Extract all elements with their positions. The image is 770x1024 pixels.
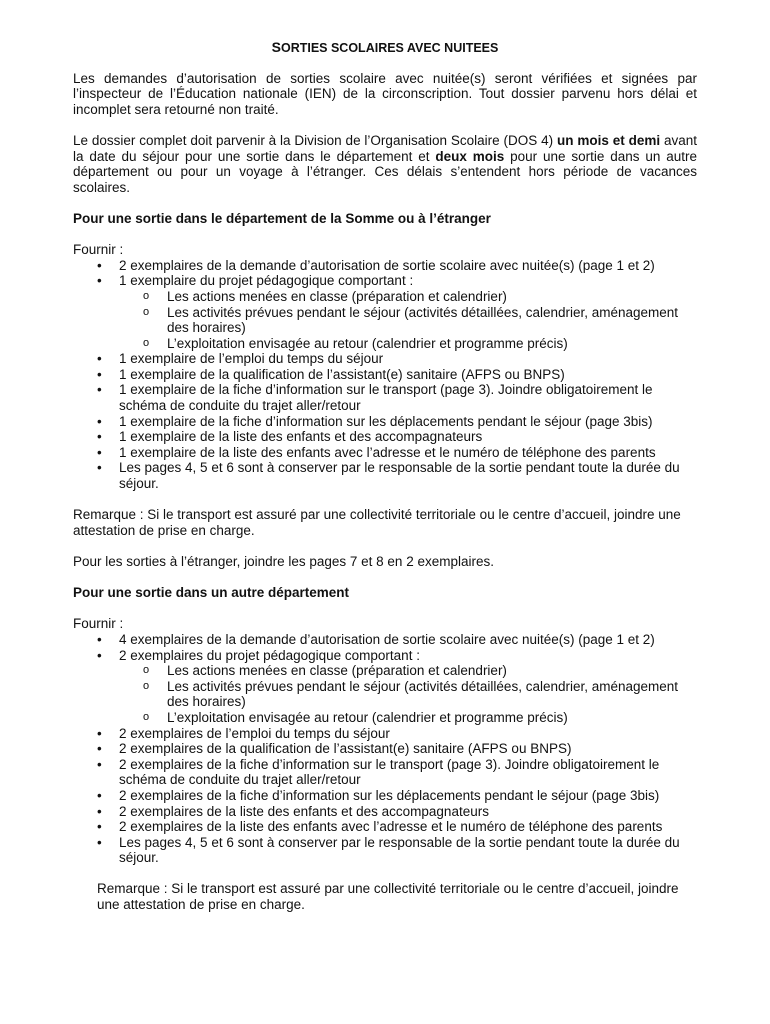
bullet-icon: • <box>97 257 102 273</box>
note-etranger: Pour les sorties à l’étranger, joindre les pages 7 et 8 en 2 exemplaires. <box>73 554 494 569</box>
circle-bullet-icon: o <box>143 710 150 723</box>
list-item: • 1 exemplaire de la liste des enfants avec l’adresse et le numéro de téléphone des parents <box>97 444 656 460</box>
remarque-autre: Remarque : Si le transport est assuré par une collectivité territoriale ou le centre d’accueil, joindre une attestation de prise en charge. <box>97 881 679 913</box>
requirements-list-somme <box>73 258 697 492</box>
list-item: • 1 exemplaire du projet pédagogique comportant : o Les actions menées en classe (préparation et calendrier) o Les activités prévues pendant le séjour (activités détaillées, calendrier, aménagement des horaires) o L’exploitation envisagée au retour (calendrier et programme précis) <box>73 273 697 351</box>
bullet-icon: • <box>97 725 102 741</box>
list-item: • 1 exemplaire de la liste des enfants et des accompagnateurs <box>97 429 483 445</box>
list-item: • 1 exemplaire de l’emploi du temps du séjour <box>97 351 384 367</box>
list-item: • Les pages 4, 5 et 6 sont à conserver par le responsable de la sortie pendant toute la durée du séjour. <box>97 834 680 866</box>
section-heading-somme: Pour une sortie dans le département de la Somme ou à l’étranger <box>73 210 491 226</box>
bullet-icon: • <box>97 647 102 663</box>
bullet-icon: • <box>97 741 102 757</box>
circle-bullet-icon: o <box>143 679 150 692</box>
list-item: • 1 exemplaire de la fiche d’information sur les déplacements pendant le séjour (page 3bis) <box>97 413 653 429</box>
bullet-icon: • <box>97 273 102 289</box>
circle-bullet-icon: o <box>143 664 150 677</box>
requirements-list-autre <box>73 632 697 866</box>
list-item: • 2 exemplaires de la qualification de l’assistant(e) sanitaire (AFPS ou BNPS) <box>97 741 572 757</box>
bullet-icon: • <box>97 756 102 772</box>
list-item: • 2 exemplaires de la fiche d’information sur les déplacements pendant le séjour (page 3bis) <box>97 787 660 803</box>
list-item: • 1 exemplaire de la fiche d’information sur le transport (page 3). Joindre obligatoirement le schéma de conduite du trajet aller/retour <box>97 382 653 414</box>
bullet-icon: • <box>97 382 102 398</box>
bullet-icon: • <box>97 366 102 382</box>
intro-paragraph-1: Les demandes d’autorisation de sorties scolaire avec nuitée(s) seront vérifiées et signées par l’inspecteur de l’Éducation nationale (IEN) de la circonscription. Tout dossier parvenu hors délai et incomplet sera retourné non traité. <box>73 70 697 117</box>
delay-department: un mois et demi <box>556 132 661 148</box>
fournir-label: Fournir : <box>73 616 124 632</box>
bullet-icon: • <box>97 460 102 476</box>
sublist-item: o Les activités prévues pendant le séjour (activités détaillées, calendrier, aménagement des horaires) <box>143 304 679 336</box>
circle-bullet-icon: o <box>143 336 150 349</box>
list-item: • 2 exemplaires de la liste des enfants et des accompagnateurs <box>97 803 489 819</box>
list-item: • 2 exemplaires de l’emploi du temps du séjour <box>97 725 390 741</box>
list-item: • Les pages 4, 5 et 6 sont à conserver par le responsable de la sortie pendant toute la durée du séjour. <box>97 460 680 492</box>
bullet-icon: • <box>97 351 102 367</box>
sublist-item: o L’exploitation envisagée au retour (calendrier et programme précis) <box>143 709 568 725</box>
delay-other: deux mois <box>435 148 505 164</box>
sublist <box>73 663 697 725</box>
bullet-icon: • <box>97 834 102 850</box>
list-item: • 2 exemplaires de la liste des enfants avec l’adresse et le numéro de téléphone des parents <box>97 819 663 835</box>
sublist-item: o Les actions menées en classe (préparation et calendrier) <box>143 288 507 304</box>
list-item: • 2 exemplaires du projet pédagogique comportant : o Les actions menées en classe (préparation et calendrier) o Les activités prévues pendant le séjour (activités détaillées, calendrier, aménagement des horaires) o L’exploitation envisagée au retour (calendrier et programme précis) <box>73 648 697 726</box>
bullet-icon: • <box>97 631 102 647</box>
intro-paragraph-2: Le dossier complet doit parvenir à la Division de l’Organisation Scolaire (DOS 4) un mois et demi avant la date du séjour pour une sortie dans le département et deux mois pour une sortie dans un autre département ou pour un voyage à l’étranger. Ces délais s’entendent hors période de vacances scolaires. <box>73 132 698 195</box>
circle-bullet-icon: o <box>143 289 150 302</box>
bullet-icon: • <box>97 819 102 835</box>
bullet-icon: • <box>97 413 102 429</box>
circle-bullet-icon: o <box>143 305 150 318</box>
title-initial: S <box>271 39 281 55</box>
bullet-icon: • <box>97 429 102 445</box>
page-title <box>73 40 697 57</box>
remarque-somme: Remarque : Si le transport est assuré par une collectivité territoriale ou le centre d’accueil, joindre une attestation de prise en charge. <box>73 507 681 538</box>
sublist <box>73 289 697 351</box>
fournir-label: Fournir : <box>73 242 124 258</box>
sublist-item: o L’exploitation envisagée au retour (calendrier et programme précis) <box>143 335 568 351</box>
title-rest: ORTIES SCOLAIRES AVEC NUITEES <box>280 41 499 55</box>
list-item: • 2 exemplaires de la fiche d’information sur le transport (page 3). Joindre obligatoirement le schéma de conduite du trajet aller/retour <box>97 756 660 788</box>
list-item: • 4 exemplaires de la demande d’autorisation de sortie scolaire avec nuitée(s) (page 1 et 2) <box>97 631 655 647</box>
bullet-icon: • <box>97 803 102 819</box>
bullet-icon: • <box>97 787 102 803</box>
bullet-icon: • <box>97 444 102 460</box>
list-item: • 2 exemplaires de la demande d’autorisation de sortie scolaire avec nuitée(s) (page 1 et 2) <box>97 257 655 273</box>
sublist-item: o Les actions menées en classe (préparation et calendrier) <box>143 663 507 679</box>
list-item: • 1 exemplaire de la qualification de l’assistant(e) sanitaire (AFPS ou BNPS) <box>97 366 565 382</box>
section-heading-autre-departement: Pour une sortie dans un autre département <box>73 585 350 601</box>
sublist-item: o Les activités prévues pendant le séjour (activités détaillées, calendrier, aménagement des horaires) <box>143 678 679 710</box>
